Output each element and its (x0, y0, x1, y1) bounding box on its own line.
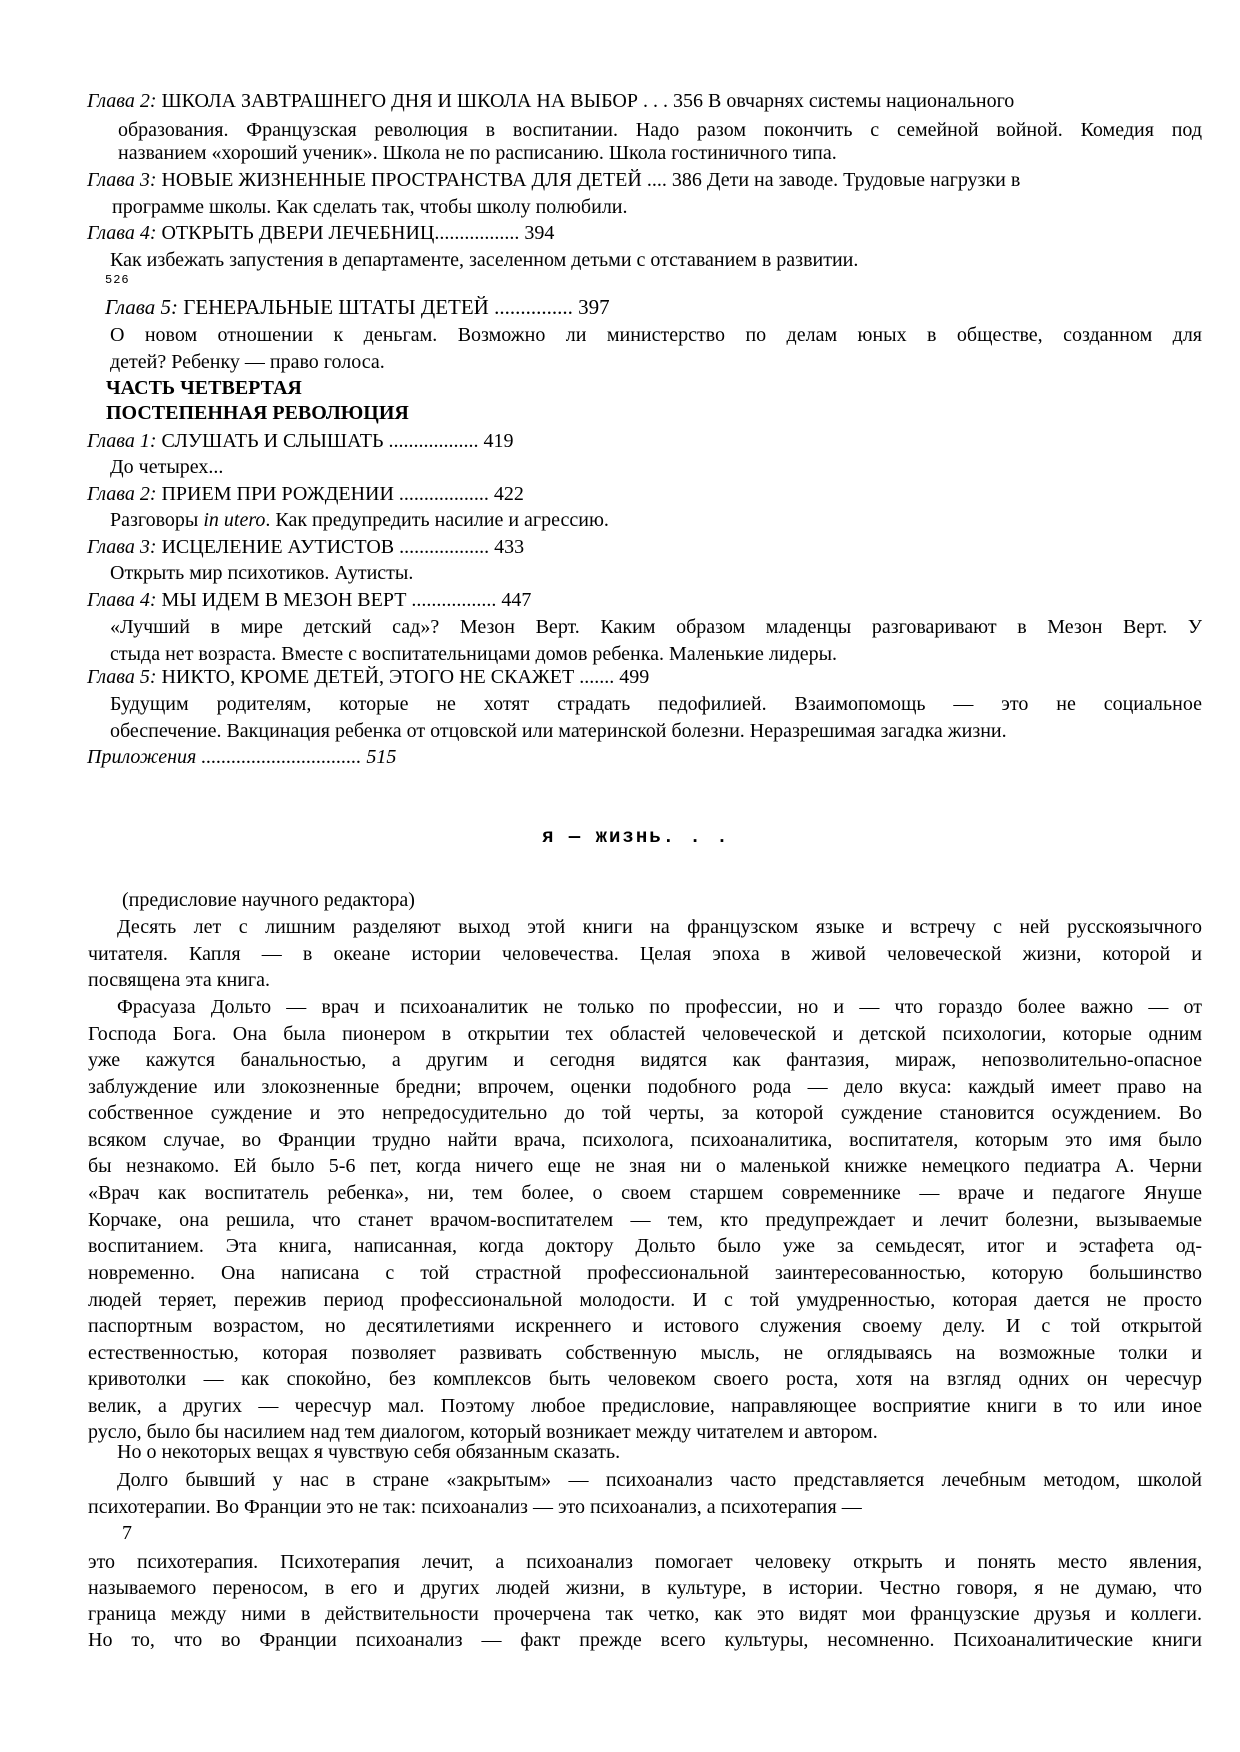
preface-line: людей теряет, пережив период профессиональной молодости. И с той умудренностью, которая дается не просто (88, 1289, 1202, 1311)
preface-line: граница между ними в действительности прочерчена так четко, как это видят мои французские друзья и коллеги. (88, 1603, 1202, 1625)
preface-subtitle: (предисловие научного редактора) (122, 889, 415, 911)
preface-line: новременно. Она написана с той страстной профессиональной заинтересованностью, которую большинство (88, 1262, 1202, 1284)
preface-line: заблуждение или злокозненные бредни; впрочем, оценки подобного рода — дело вкуса: каждый имеет право на (88, 1076, 1202, 1098)
chapter-summary-line: Разговоры in utero. Как предупредить насилие и агрессию. (110, 509, 609, 531)
page-number: 7 (122, 1522, 132, 1544)
preface-line: велик, а других — чересчур мал. Поэтому любое предисловие, направляющее восприятие книги в то или иное (88, 1395, 1202, 1417)
chapter-summary-line: обеспечение. Вакцинация ребенка от отцовской или материнской болезни. Неразрешимая загадка жизни. (110, 720, 1007, 742)
chapter-label: Глава 1: (87, 430, 157, 452)
preface-line: всяком случае, во Франции трудно найти врача, психолога, психоаналитика, воспитателя, которым это имя было (88, 1129, 1202, 1151)
preface-line: Десять лет с лишним разделяют выход этой книги на французском языке и встречу с ней русскоязычного (117, 916, 1202, 938)
chapter-summary-line: детей? Ребенку — право голоса. (110, 351, 385, 373)
chapter-label: Глава 2: (87, 483, 157, 505)
preface-line: называемого переносом, в его и других людей жизни, в культуре, в истории. Честно говоря, я не думаю, что (88, 1577, 1202, 1599)
chapter-summary-line: Как избежать запустения в департаменте, заселенном детьми с отставанием в развитии. (110, 249, 859, 271)
preface-line: Фрасуаза Дольто — врач и психоаналитик не только по профессии, но и — что гораздо более важно — от (117, 996, 1202, 1018)
chapter-summary-line: Будущим родителям, которые не хотят страдать педофилией. Взаимопомощь — это не социальное (110, 693, 1202, 715)
preface-line: воспитанием. Эта книга, написанная, когда доктору Дольто было уже за семьдесят, итог и эстафета од- (88, 1235, 1202, 1257)
chapter-label: Глава 5: (105, 295, 178, 319)
chapter-title: ИСЦЕЛЕНИЕ АУТИСТОВ .................. 433 (156, 536, 525, 558)
chapter-label: Глава 5: (87, 666, 157, 688)
part-subtitle: ПОСТЕПЕННАЯ РЕВОЛЮЦИЯ (106, 402, 409, 424)
chapter-label: Глава 4: (87, 222, 157, 244)
toc-appendix: Приложения ................................ 515 (87, 746, 397, 768)
preface-heading: я — жизнь. . . (542, 826, 730, 848)
page-marker: 526 (105, 273, 130, 287)
chapter-label: Глава 3: (87, 536, 157, 558)
preface-line: это психотерапия. Психотерапия лечит, а психоанализ помогает человеку открыть и понять место явления, (88, 1551, 1202, 1573)
preface-line: паспортным возрастом, но десятилетиями искреннего и истового служения своему делу. И с той открытой (88, 1315, 1202, 1337)
chapter-title: НИКТО, КРОМЕ ДЕТЕЙ, ЭТОГО НЕ СКАЖЕТ ....... 499 (156, 666, 650, 688)
chapter-title: СЛУШАТЬ И СЛЫШАТЬ .................. 419 (156, 430, 514, 452)
preface-line: Но то, что во Франции психоанализ — факт прежде всего культуры, несомненно. Психоаналитические книги (88, 1629, 1202, 1651)
chapter-title: ГЕНЕРАЛЬНЫЕ ШТАТЫ ДЕТЕЙ ............... 397 (177, 295, 610, 319)
chapter-title: ОТКРЫТЬ ДВЕРИ ЛЕЧЕБНИЦ................. 394 (156, 222, 555, 244)
preface-line: русло, было бы насилием над тем диалогом, который возникает между читателем и автором. (88, 1421, 878, 1443)
preface-line: естественностью, которая позволяет развивать собственную мысль, не оглядываясь на возможные толки и (88, 1342, 1202, 1364)
chapter-label: Глава 2: (87, 90, 157, 112)
preface-line: Долго бывший у нас в стране «закрытым» — психоанализ часто представляется лечебным методом, школой (117, 1469, 1202, 1491)
chapter-summary-line: программе школы. Как сделать так, чтобы школу полюбили. (112, 196, 628, 218)
chapter-title: ШКОЛА ЗАВТРАШНЕГО ДНЯ И ШКОЛА НА ВЫБОР . . . 356 В овчарнях системы национального (156, 90, 1015, 112)
preface-line: Корчаке, она решила, что станет врачом-воспитателем — тем, кто предупреждает и лечит болезни, вызываемые (88, 1209, 1202, 1231)
preface-line: кривотолки — как спокойно, без комплексов быть человеком своего роста, хотя на взгляд одних он чересчур (88, 1368, 1202, 1390)
chapter-summary-line: «Лучший в мире детский сад»? Мезон Верт. Каким образом младенцы разговаривают в Мезон Верт. У (110, 616, 1202, 638)
preface-line: читателя. Капля — в океане истории человечества. Целая эпоха в живой человеческой жизни, которой и (88, 943, 1202, 965)
preface-line: Господа Бога. Она была пионером в открытии тех областей человеческой и детской психологии, которые одним (88, 1023, 1202, 1045)
chapter-label: Глава 4: (87, 589, 157, 611)
preface-line: Но о некоторых вещах я чувствую себя обязанным сказать. (117, 1441, 621, 1463)
preface-line: собственное суждение и это непредосудительно до той черты, за которой суждение становится осуждением. Во (88, 1102, 1202, 1124)
preface-line: уже кажутся банальностью, а другим и сегодня видятся как фантазия, мираж, непозволительно-опасное (88, 1049, 1202, 1071)
preface-line: психотерапии. Во Франции это не так: психоанализ — это психоанализ, а психотерапия — (88, 1496, 862, 1518)
preface-line: «Врач как воспитатель ребенка», ни, тем более, о своем старшем современнике — враче и педагоге Януше (88, 1182, 1202, 1204)
chapter-summary-line: стыда нет возраста. Вместе с воспитательницами домов ребенка. Маленькие лидеры. (110, 643, 838, 665)
part-title: ЧАСТЬ ЧЕТВЕРТАЯ (106, 377, 302, 399)
chapter-title: МЫ ИДЕМ В МЕЗОН ВЕРТ ................. 447 (156, 589, 532, 611)
chapter-title: НОВЫЕ ЖИЗНЕННЫЕ ПРОСТРАНСТВА ДЛЯ ДЕТЕЙ .... 386 Дети на заводе. Трудовые нагрузки в (156, 169, 1021, 191)
preface-line: бы незнакомо. Ей было 5-6 пет, когда ничего еще не зная ни о маленькой книжке немецкого педиатра А. Черни (88, 1155, 1202, 1177)
chapter-summary-line: О новом отношении к деньгам. Возможно ли министерство по делам юных в обществе, созданном для (110, 324, 1202, 346)
latin-phrase: in utero (203, 509, 266, 531)
preface-line: посвящена эта книга. (88, 969, 270, 991)
chapter-summary-line: названием «хороший ученик». Школа не по расписанию. Школа гостиничного типа. (118, 142, 837, 164)
chapter-label: Глава 3: (87, 169, 157, 191)
chapter-summary-line: образования. Французская революция в воспитании. Надо разом покончить с семейной войной. Комедия под (118, 119, 1202, 141)
chapter-summary-line: До четырех... (110, 456, 224, 478)
chapter-summary-line: Открыть мир психотиков. Аутисты. (110, 562, 414, 584)
chapter-title: ПРИЕМ ПРИ РОЖДЕНИИ .................. 422 (156, 483, 524, 505)
